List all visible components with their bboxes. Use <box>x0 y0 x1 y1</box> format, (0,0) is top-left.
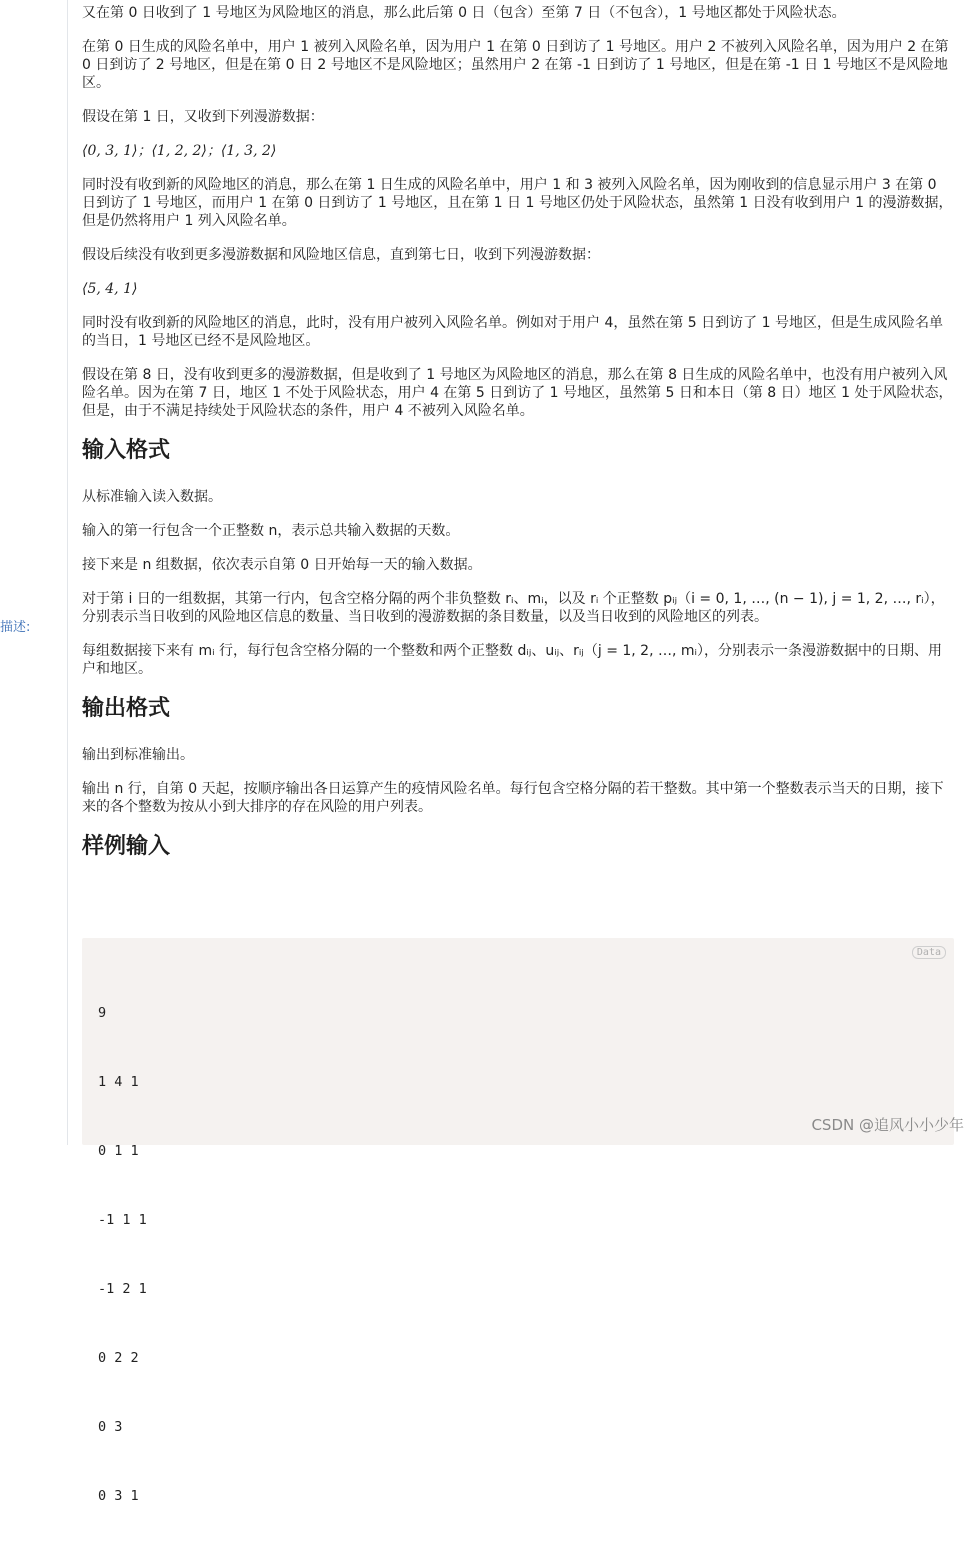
paragraph: 在第 0 日生成的风险名单中，用户 1 被列入风险名单，因为用户 1 在第 0 日到访了 1 号地区。用户 2 不被列入风险名单，因为用户 2 在第 0 日到访了 2 号地区，但是在第 0 日 2 号地区不是风险地区；虽然用户 2 在第 -1 日到访了 1 号地区，但是在第 -1 日 1 号地区不是风险地区。 <box>82 39 949 91</box>
paragraph: 假设后续没有收到更多漫游数据和风险地区信息，直到第七日，收到下列漫游数据： <box>82 247 600 263</box>
paragraph: 输入的第一行包含一个正整数 n，表示总共输入数据的天数。 <box>82 523 460 539</box>
paragraph: 又在第 0 日收到了 1 号地区为风险地区的消息，那么此后第 0 日（包含）至第 7 日（不包含），1 号地区都处于风险状态。 <box>82 5 846 21</box>
code-line: 0 1 1 <box>98 1143 139 1159</box>
code-line: 0 3 <box>98 1419 123 1435</box>
left-gutter <box>0 0 68 1145</box>
input-format-heading: 输入格式 <box>82 437 171 463</box>
paragraph: 每组数据接下来有 mᵢ 行，每行包含空格分隔的一个整数和两个正整数 dᵢⱼ、uᵢⱼ、rᵢⱼ（j = 1, 2, …, mᵢ），分别表示一条漫游数据中的日期、用户和地区。 <box>82 643 943 677</box>
sample-input-lines <box>98 956 147 1554</box>
output-format-heading: 输出格式 <box>82 695 171 721</box>
paragraph: 假设在第 8 日，没有收到更多的漫游数据，但是收到了 1 号地区为风险地区的消息，那么在第 8 日生成的风险名单中，也没有用户被列入风险名单。因为在第 7 日，地区 1 不处于风险状态，用户 4 在第 5 日到访了 1 号地区，虽然第 5 日和本日（第 8 日）地区 1 处于风险状态，但是，由于不满足持续处于风险状态的条件，用户 4 不被列入风险名单。 <box>82 367 953 419</box>
code-line: 0 3 1 <box>98 1488 139 1504</box>
paragraph: 同时没有收到新的风险地区的消息，那么在第 1 日生成的风险名单中，用户 1 和 3 被列入风险名单，因为刚收到的信息显示用户 3 在第 0 日到访了 1 号地区，而用户 1 在第 0 日到访了 1 号地区，且在第 1 日 1 号地区仍处于风险状态，虽然第 1 日没有收到用户 1 的漫游数据，但是仍然将用户 1 列入风险名单。 <box>82 177 953 229</box>
paragraph: 输出到标准输出。 <box>82 747 194 763</box>
paragraph: 接下来是 n 组数据，依次表示自第 0 日开始每一天的输入数据。 <box>82 557 482 573</box>
paragraph: 从标准输入读入数据。 <box>82 489 222 505</box>
code-line: 0 2 2 <box>98 1350 139 1366</box>
sidebar-description-label: 描述: <box>0 620 31 635</box>
roaming-data-tuples: ⟨0, 3, 1⟩；⟨1, 2, 2⟩；⟨1, 3, 2⟩ <box>82 143 277 159</box>
roaming-data-tuples: ⟨5, 4, 1⟩ <box>82 281 138 297</box>
csdn-watermark: CSDN @追风小小少年 <box>811 1116 964 1134</box>
code-line: -1 2 1 <box>98 1281 147 1297</box>
data-tag: Data <box>912 946 946 959</box>
code-line: 9 <box>98 1005 107 1021</box>
sample-input-heading: 样例输入 <box>82 833 171 859</box>
code-line: -1 1 1 <box>98 1212 147 1228</box>
paragraph: 对于第 i 日的一组数据，其第一行内，包含空格分隔的两个非负整数 rᵢ、mᵢ，以及 rᵢ 个正整数 pᵢⱼ（i = 0, 1, …, (n − 1), j = 1, 2, …, rᵢ），分别表示当日收到的风险地区信息的数量、当日收到的漫游数据的条目数量，以及当日收到的风险地区的列表。 <box>82 591 945 625</box>
code-line: 1 4 1 <box>98 1074 139 1090</box>
paragraph: 输出 n 行，自第 0 天起，按顺序输出各日运算产生的疫情风险名单。每行包含空格分隔的若干整数。其中第一个整数表示当天的日期，接下来的各个整数为按从小到大排序的存在风险的用户列表。 <box>82 781 944 815</box>
paragraph: 同时没有收到新的风险地区的消息，此时，没有用户被列入风险名单。例如对于用户 4，虽然在第 5 日到访了 1 号地区，但是生成风险名单的当日，1 号地区已经不是风险地区。 <box>82 315 943 349</box>
problem-content <box>82 4 954 884</box>
paragraph: 假设在第 1 日，又收到下列漫游数据： <box>82 109 324 125</box>
